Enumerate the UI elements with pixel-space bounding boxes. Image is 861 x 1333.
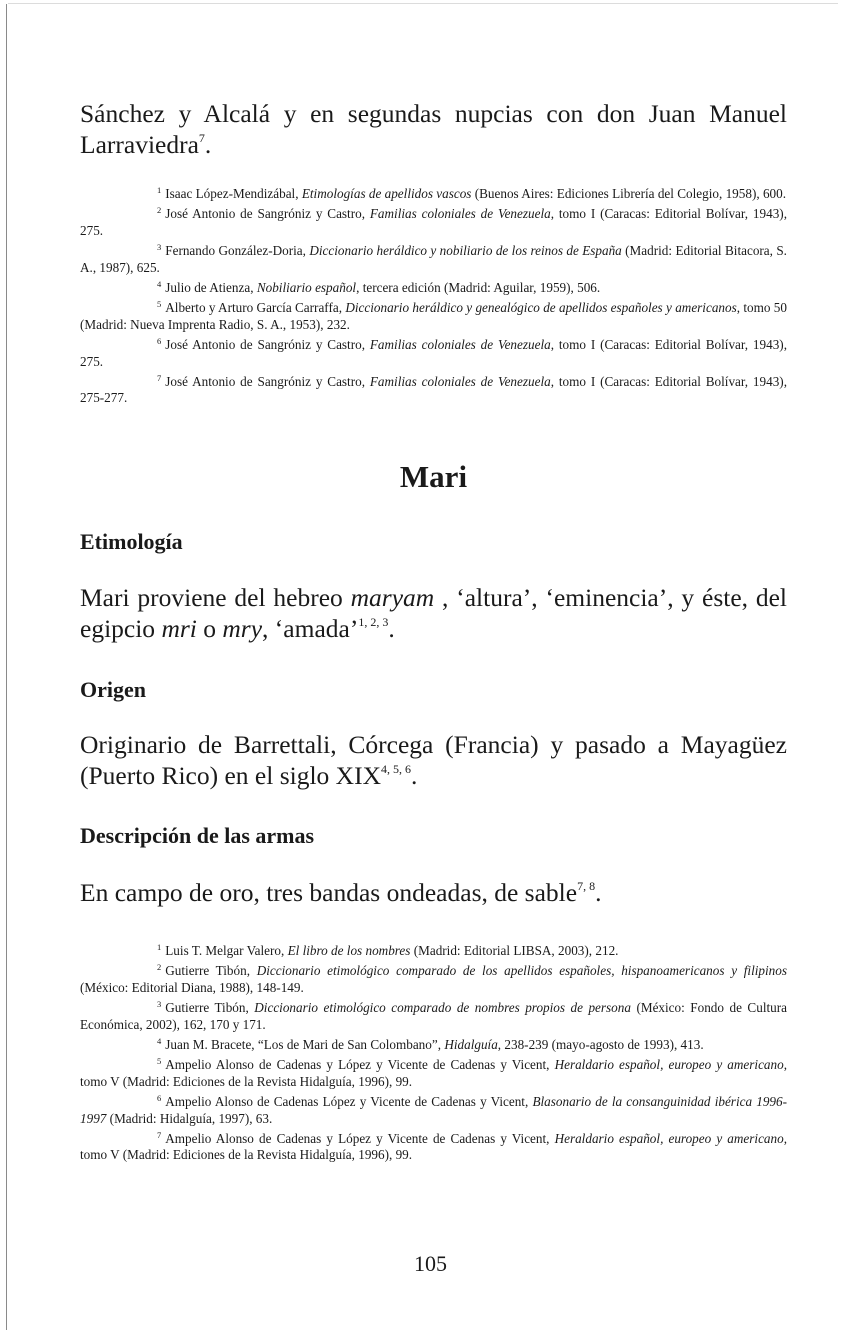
- footnote-number: 7: [157, 1129, 162, 1140]
- footnote: $^4$ Julio de Atienza, Nobiliario español, tercera edición (Madrid: Aguilar, 1959), 506.: [157, 279, 601, 296]
- etimologia-heading: Etimología: [80, 528, 183, 554]
- footnote: $^3$ Gutierre Tibón, Diccionario etimológico comparado de nombres propios de persona (México: Fondo de Cultura Económica, 2002), 162, 170 y 171.: [80, 999, 787, 1032]
- section-title: Mari: [399, 458, 468, 494]
- footnote: $^3$ Fernando González-Doria, Diccionario heráldico y nobiliario de los reinos de España (Madrid: Editorial Bitacora, S. A., 1987), 625.: [80, 242, 787, 275]
- page-number: 105: [414, 1251, 447, 1276]
- page-content: [80, 98, 787, 1164]
- etimologia-paragraph: Mari proviene del hebreo maryam , ‘altura’, ‘eminencia’, y éste, del egipcio mri o mry, ‘amada’$^{1, 2, 3}$.: [80, 582, 788, 643]
- footnotes-top: [80, 182, 787, 407]
- footnote: $^7$ Ampelio Alonso de Cadenas y López y Vicente de Cadenas y Vicent, Heraldario español, europeo y americano, tomo V (Madrid: Ediciones de la Revista Hidalguía, 1996), 99.: [80, 1129, 787, 1163]
- footnote-ref: 7: [198, 131, 205, 145]
- footnote: $^4$ Juan M. Bracete, “Los de Mari de San Colombano”, Hidalguía, 238-239 (mayo-agosto de 1993), 413.: [157, 1035, 704, 1052]
- footnote: $^1$ Luis T. Melgar Valero, El libro de los nombres (Madrid: Editorial LIBSA, 2003), 212.: [157, 941, 619, 958]
- footnote-number: 5: [157, 1056, 162, 1067]
- armas-heading: Descripción de las armas: [80, 822, 315, 848]
- page-left-edge: [6, 4, 7, 1330]
- origen-heading: Origen: [80, 676, 146, 702]
- footnote-ref: 7, 8: [577, 878, 596, 893]
- footnote-number: 1: [157, 941, 162, 952]
- footnote: $^2$ José Antonio de Sangróniz y Castro, Familias coloniales de Venezuela, tomo I (Caracas: Editorial Bolívar, 1943), 275.: [80, 205, 787, 238]
- footnote-number: 7: [157, 373, 162, 384]
- footnote: $^2$ Gutierre Tibón, Diccionario etimológico comparado de los apellidos españoles, hispanoamericanos y filipinos (México: Editorial Diana, 1988), 148-149.: [80, 962, 787, 995]
- footnote-number: 6: [157, 336, 162, 347]
- footnote-ref: 4, 5, 6: [380, 761, 411, 776]
- footnote-number: 1: [157, 185, 162, 195]
- origen-paragraph: Originario de Barrettali, Córcega (Francia) y pasado a Mayagüez (Puerto Rico) en el siglo XIX$^{4, 5, 6}$.: [80, 729, 787, 790]
- footnote: $^7$ José Antonio de Sangróniz y Castro, Familias coloniales de Venezuela, tomo I (Caracas: Editorial Bolívar, 1943), 275-277.: [80, 373, 787, 406]
- footnote-number: 3: [157, 242, 162, 253]
- footnote: $^6$ José Antonio de Sangróniz y Castro, Familias coloniales de Venezuela, tomo I (Caracas: Editorial Bolívar, 1943), 275.: [80, 336, 787, 369]
- footnote-number: 5: [157, 299, 162, 310]
- footnote-number: 2: [157, 962, 162, 973]
- footnote-ref: 1, 2, 3: [358, 614, 389, 629]
- footnote: $^6$ Ampelio Alonso de Cadenas López y Vicente de Cadenas y Vicent, Blasonario de la consanguinidad ibérica 1996-1997 (Madrid: Hidalguía, 1997), 63.: [80, 1093, 787, 1126]
- footnotes-bottom: [80, 939, 787, 1164]
- footnote-number: 4: [157, 1035, 162, 1046]
- footnote-number: 3: [157, 999, 162, 1010]
- footnote: $^1$ Isaac López-Mendizábal, Etimologías de apellidos vascos (Buenos Aires: Ediciones Librería del Colegio, 1958), 600.: [157, 185, 787, 201]
- footnote: $^5$ Ampelio Alonso de Cadenas y López y Vicente de Cadenas y Vicent, Heraldario español, europeo y americano, tomo V (Madrid: Ediciones de la Revista Hidalguía, 1996), 99.: [80, 1056, 787, 1089]
- footnote: $^5$ Alberto y Arturo García Carraffa, Diccionario heráldico y genealógico de apellidos españoles y americanos, tomo 50 (Madrid: Nueva Imprenta Radio, S. A., 1953), 232.: [80, 299, 787, 332]
- footnote-number: 6: [157, 1093, 162, 1104]
- footnote-number: 4: [157, 279, 162, 290]
- armas-paragraph: En campo de oro, tres bandas ondeadas, de sable$^{7, 8}$.: [80, 877, 602, 907]
- page-top-edge: [8, 3, 838, 4]
- footnote-number: 2: [157, 205, 162, 216]
- continuation-paragraph: Sánchez y Alcalá y en segundas nupcias con don Juan Manuel Larraviedra$^7$.: [80, 99, 787, 159]
